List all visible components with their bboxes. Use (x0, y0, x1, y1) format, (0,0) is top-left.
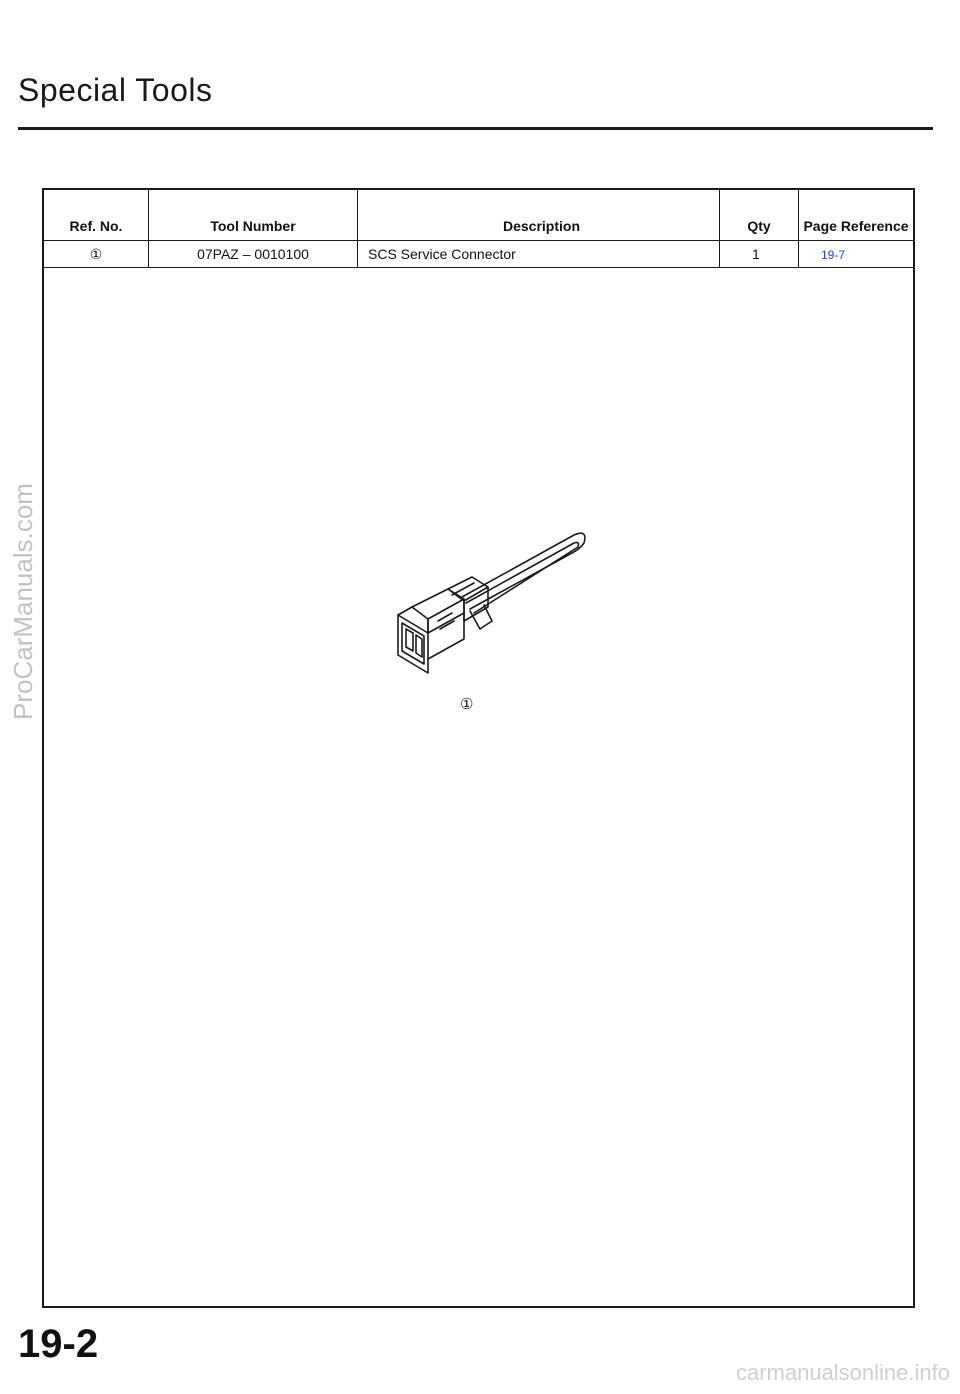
side-watermark: ProCarManuals.com (8, 483, 38, 720)
table-row (44, 241, 913, 268)
cell-tool-number: 07PAZ – 0010100 (149, 241, 358, 268)
special-tools-table (44, 190, 913, 268)
table-header-row (44, 190, 913, 241)
column-header-ref-no: Ref. No. (44, 190, 149, 241)
column-header-qty: Qty (720, 190, 799, 241)
scs-service-connector-illustration (352, 525, 612, 695)
site-watermark: carmanualsonline.info (735, 1360, 950, 1385)
special-tools-frame (42, 188, 915, 1308)
column-header-page-reference: Page Reference (799, 190, 914, 241)
page-title: Special Tools (18, 72, 213, 108)
page-reference-link[interactable]: 19-7 (821, 248, 846, 262)
cell-description: SCS Service Connector (358, 241, 720, 268)
cell-page-reference (799, 241, 914, 268)
cell-qty: 1 (720, 241, 799, 268)
page-number: 19-2 (18, 1322, 99, 1366)
column-header-description: Description (358, 190, 720, 241)
cell-ref-no: ① (44, 241, 149, 268)
title-rule (18, 127, 933, 130)
figure-callout-1: ① (460, 696, 474, 713)
column-header-tool-number: Tool Number (149, 190, 358, 241)
